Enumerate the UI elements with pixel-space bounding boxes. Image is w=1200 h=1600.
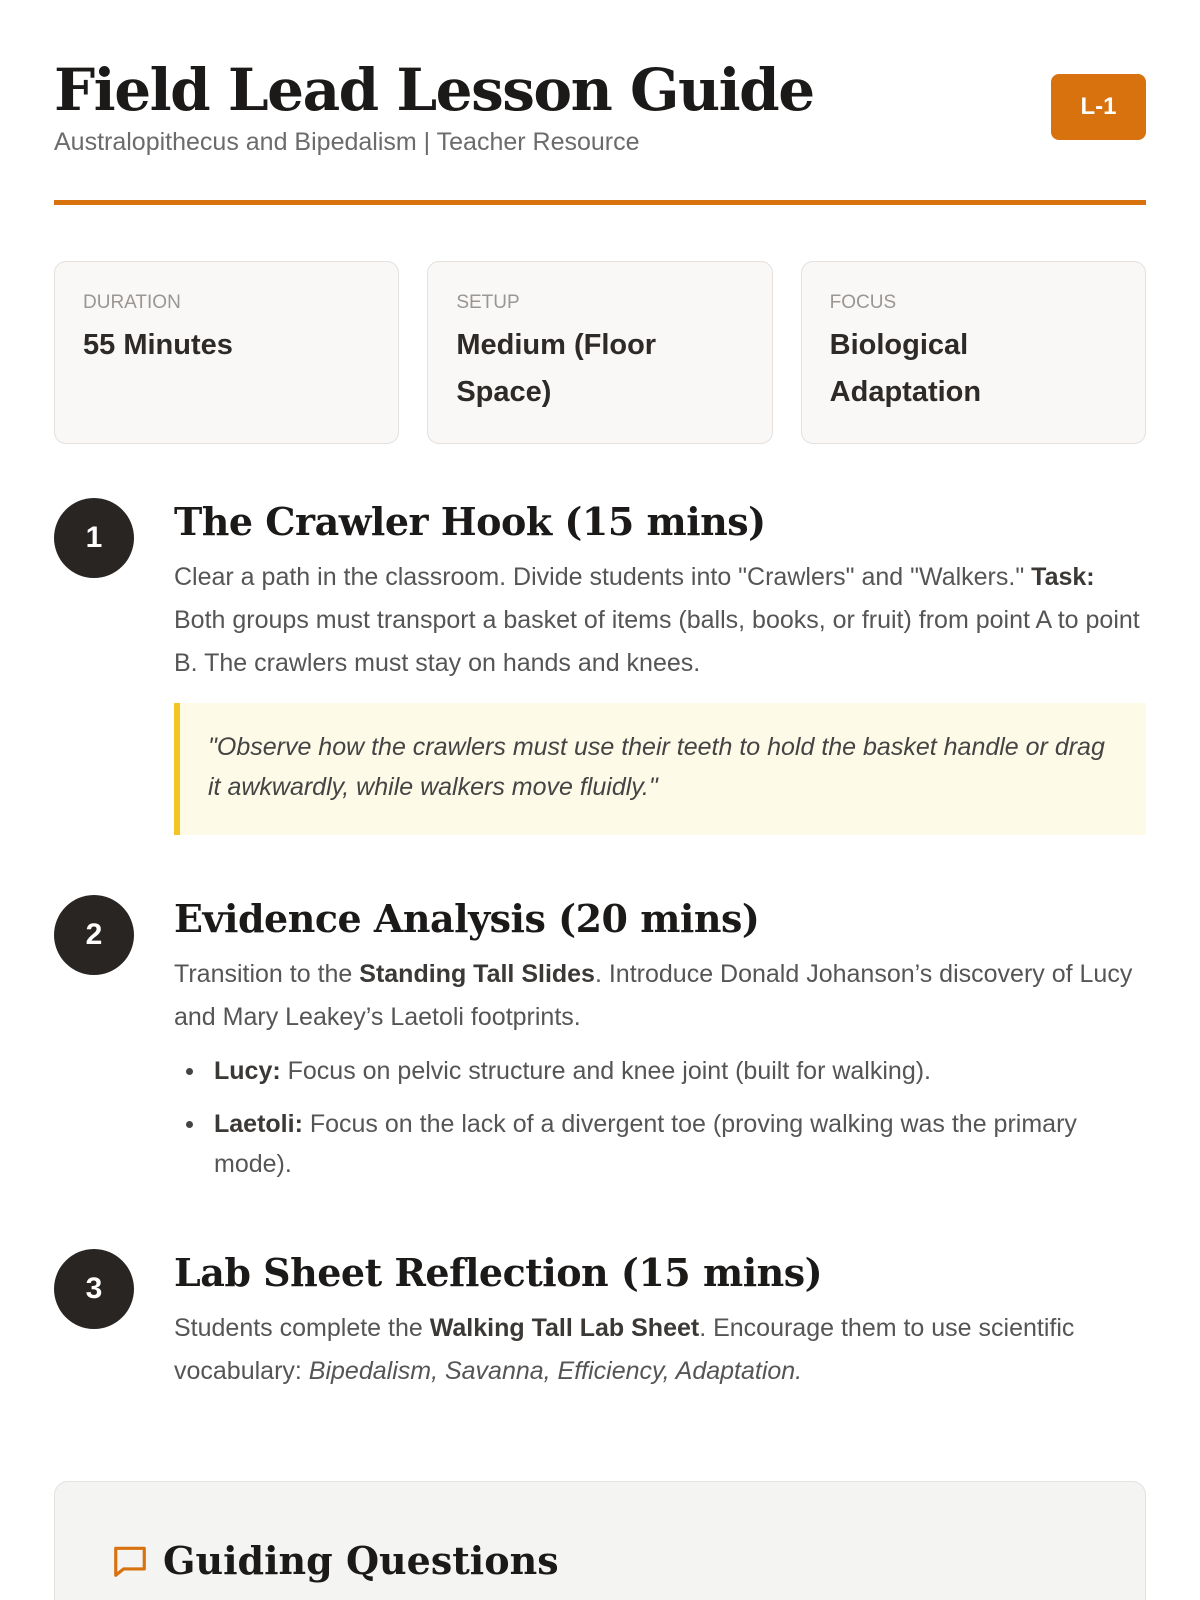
card-label: FOCUS (829, 292, 897, 313)
intro-bold: Walking Tall Lab Sheet (429, 1314, 700, 1342)
observation-quote: "Observe how the crawlers must use their teeth to hold the basket handle or drag it awkwardly, while walkers move fluidly." (174, 703, 1146, 835)
lesson-badge: L-1 (1051, 74, 1146, 140)
step-number: 3 (54, 1249, 134, 1329)
page-subtitle: Australopithecus and Bipedalism | Teacher Resource (54, 128, 640, 156)
step-3 (54, 1249, 1146, 1393)
intro-text: Transition to the (174, 960, 360, 988)
step-description (174, 953, 1146, 1039)
info-card-duration (54, 261, 399, 444)
step-intro: Clear a path in the classroom. Divide students into "Crawlers" and "Walkers." (174, 563, 1025, 591)
item-label: Laetoli: (214, 1110, 303, 1138)
step-description (174, 556, 1146, 685)
speech-bubble-icon (111, 1542, 149, 1580)
guiding-questions-title: Guiding Questions (163, 1538, 559, 1583)
info-card-setup (427, 261, 772, 444)
step-description (174, 1307, 1146, 1393)
vocab-list: Bipedalism, Savanna, Efficiency, Adaptation. (308, 1357, 803, 1385)
step-body (174, 1249, 1146, 1393)
item-text: Focus on the lack of a divergent toe (proving walking was the primary mode). (214, 1110, 1077, 1178)
step-title: Evidence Analysis (20 mins) (174, 896, 760, 941)
step-2 (54, 895, 1146, 1197)
task-label: Task: (1031, 563, 1095, 591)
guiding-questions-header (111, 1538, 559, 1583)
page-header (54, 54, 1146, 154)
card-value: Medium (Floor Space) (456, 329, 657, 408)
intro-bold: Standing Tall Slides (359, 960, 595, 988)
item-label: Lucy: (214, 1057, 281, 1085)
card-label: DURATION (83, 292, 181, 313)
page-title: Field Lead Lesson Guide (54, 56, 814, 124)
step-title: Lab Sheet Reflection (15 mins) (174, 1250, 823, 1295)
info-card-focus (801, 261, 1146, 444)
card-label: SETUP (456, 292, 520, 313)
step-number: 1 (54, 498, 134, 578)
intro-text: Students complete the (174, 1314, 430, 1342)
item-text: Focus on pelvic structure and knee joint (built for walking). (280, 1057, 931, 1085)
guiding-questions-panel (54, 1481, 1146, 1600)
evidence-list (174, 1051, 1146, 1184)
intro-text: . Encourage them to use scientific vocabulary: (174, 1314, 1075, 1385)
intro-text: . Introduce Donald Johanson’s discovery of Lucy and Mary Leakey’s Laetoli footprints. (174, 960, 1133, 1031)
header-divider (54, 200, 1146, 205)
step-title: The Crawler Hook (15 mins) (174, 499, 766, 544)
task-text: Both groups must transport a basket of items (balls, books, or fruit) from point A to point B. The crawlers must stay on hands and knees. (174, 606, 1140, 677)
card-value: Biological Adaptation (829, 329, 982, 408)
list-item (174, 1051, 1146, 1091)
step-body (174, 895, 1146, 1184)
card-value: 55 Minutes (83, 329, 233, 361)
list-item (174, 1104, 1146, 1184)
step-number: 2 (54, 895, 134, 975)
info-cards (54, 261, 1146, 444)
step-1 (54, 498, 1146, 835)
step-body (174, 498, 1146, 835)
